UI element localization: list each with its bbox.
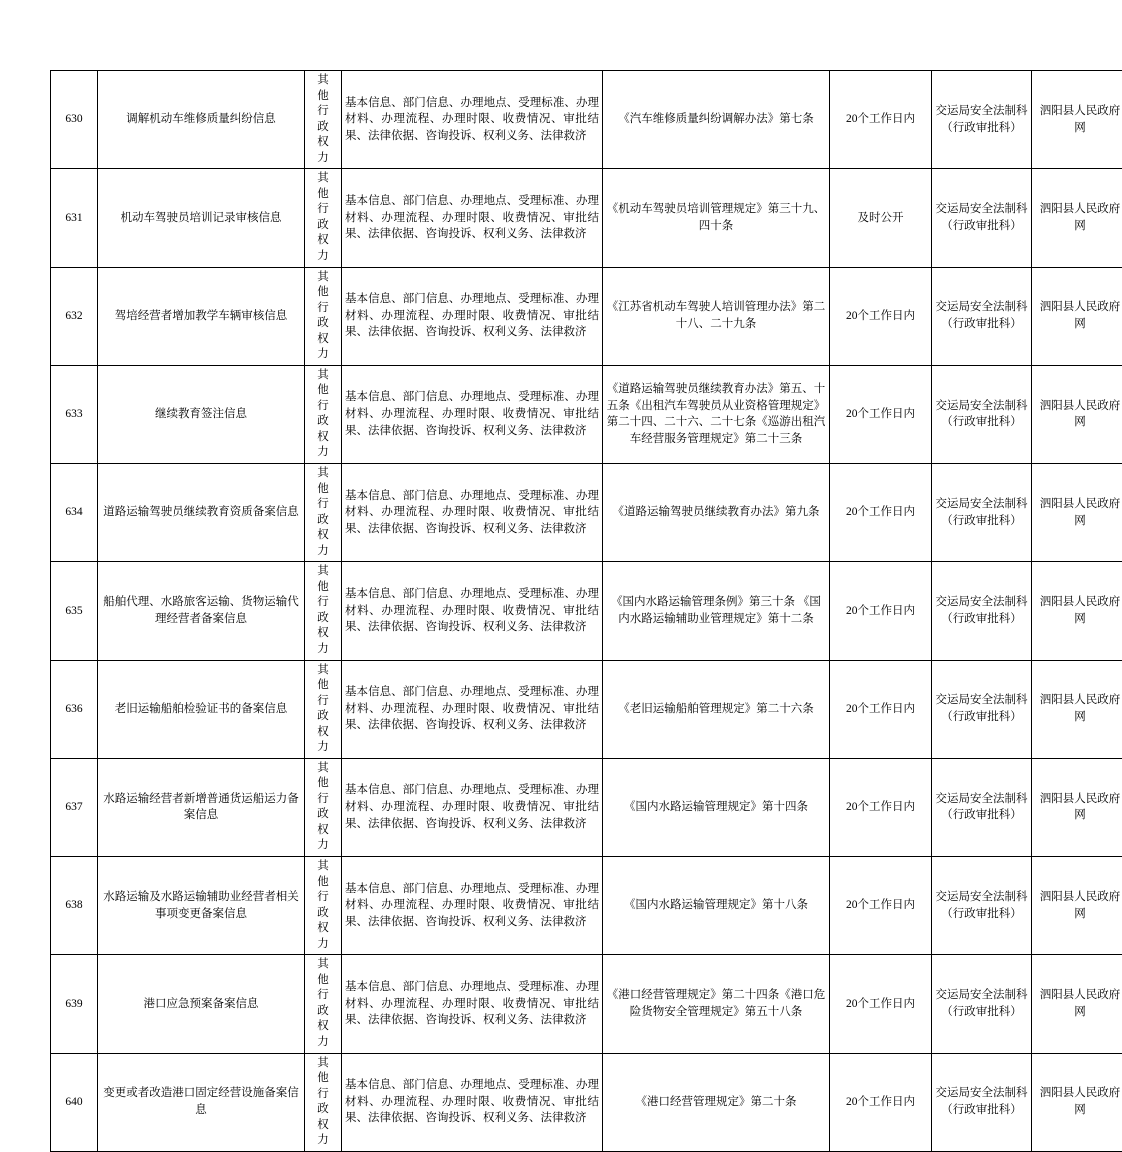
row-disclosure-time: 20个工作日内 — [830, 1053, 932, 1151]
row-item-name: 驾培经营者增加教学车辆审核信息 — [98, 267, 305, 365]
row-disclosure-content — [342, 365, 603, 463]
row-disclosure-content-text: 基本信息、部门信息、办理地点、受理标准、办理材料、办理流程、办理时限、收费情况、审批结果、法律依据、咨询投诉、权利义务、法律救济 — [345, 193, 599, 243]
row-disclosure-content-text: 基本信息、部门信息、办理地点、受理标准、办理材料、办理流程、办理时限、收费情况、审批结果、法律依据、咨询投诉、权利义务、法律救济 — [345, 95, 599, 145]
row-disclosure-content-text: 基本信息、部门信息、办理地点、受理标准、办理材料、办理流程、办理时限、收费情况、审批结果、法律依据、咨询投诉、权利义务、法律救济 — [345, 881, 599, 931]
row-disclosure-channel: 泗阳县人民政府网 — [1032, 660, 1122, 758]
row-responsible-dept: 交运局安全法制科（行政审批科） — [932, 464, 1032, 562]
row-disclosure-content-text: 基本信息、部门信息、办理地点、受理标准、办理材料、办理流程、办理时限、收费情况、审批结果、法律依据、咨询投诉、权利义务、法律救济 — [345, 684, 599, 734]
row-disclosure-channel: 泗阳县人民政府网 — [1032, 365, 1122, 463]
row-disclosure-content-text: 基本信息、部门信息、办理地点、受理标准、办理材料、办理流程、办理时限、收费情况、审批结果、法律依据、咨询投诉、权利义务、法律救济 — [345, 291, 599, 341]
row-legal-basis: 《道路运输驾驶员继续教育办法》第九条 — [603, 464, 830, 562]
row-disclosure-content — [342, 660, 603, 758]
row-legal-basis: 《江苏省机动车驾驶人培训管理办法》第二十八、二十九条 — [603, 267, 830, 365]
row-disclosure-channel: 泗阳县人民政府网 — [1032, 562, 1122, 660]
row-number: 632 — [51, 267, 98, 365]
row-responsible-dept: 交运局安全法制科（行政审批科） — [932, 758, 1032, 856]
row-power-type-text: 其他行政权力 — [316, 761, 330, 854]
row-responsible-dept: 交运局安全法制科（行政审批科） — [932, 857, 1032, 955]
row-disclosure-content — [342, 267, 603, 365]
table-row — [51, 169, 1122, 267]
table-row — [51, 365, 1122, 463]
row-responsible-dept: 交运局安全法制科（行政审批科） — [932, 955, 1032, 1053]
row-responsible-dept: 交运局安全法制科（行政审批科） — [932, 71, 1032, 169]
row-responsible-dept: 交运局安全法制科（行政审批科） — [932, 267, 1032, 365]
row-power-type-text: 其他行政权力 — [316, 73, 330, 166]
row-number: 639 — [51, 955, 98, 1053]
row-disclosure-time: 20个工作日内 — [830, 365, 932, 463]
row-responsible-dept: 交运局安全法制科（行政审批科） — [932, 562, 1032, 660]
row-disclosure-content — [342, 169, 603, 267]
row-disclosure-channel: 泗阳县人民政府网 — [1032, 955, 1122, 1053]
row-disclosure-channel: 泗阳县人民政府网 — [1032, 71, 1122, 169]
row-legal-basis: 《老旧运输船舶管理规定》第二十六条 — [603, 660, 830, 758]
row-disclosure-content-text: 基本信息、部门信息、办理地点、受理标准、办理材料、办理流程、办理时限、收费情况、审批结果、法律依据、咨询投诉、权利义务、法律救济 — [345, 1077, 599, 1127]
row-disclosure-content — [342, 464, 603, 562]
row-responsible-dept: 交运局安全法制科（行政审批科） — [932, 169, 1032, 267]
row-power-type — [305, 562, 342, 660]
row-disclosure-channel: 泗阳县人民政府网 — [1032, 1053, 1122, 1151]
row-disclosure-content — [342, 857, 603, 955]
row-disclosure-channel: 泗阳县人民政府网 — [1032, 758, 1122, 856]
row-item-name: 机动车驾驶员培训记录审核信息 — [98, 169, 305, 267]
row-disclosure-time: 20个工作日内 — [830, 660, 932, 758]
table-row — [51, 464, 1122, 562]
row-power-type-text: 其他行政权力 — [316, 663, 330, 756]
row-item-name: 变更或者改造港口固定经营设施备案信息 — [98, 1053, 305, 1151]
row-legal-basis: 《国内水路运输管理条例》第三十条 《国内水路运输辅助业管理规定》第十二条 — [603, 562, 830, 660]
row-legal-basis: 《机动车驾驶员培训管理规定》第三十九、四十条 — [603, 169, 830, 267]
row-disclosure-content-text: 基本信息、部门信息、办理地点、受理标准、办理材料、办理流程、办理时限、收费情况、审批结果、法律依据、咨询投诉、权利义务、法律救济 — [345, 389, 599, 439]
row-disclosure-channel: 泗阳县人民政府网 — [1032, 169, 1122, 267]
row-legal-basis: 《港口经营管理规定》第二十四条《港口危险货物安全管理规定》第五十八条 — [603, 955, 830, 1053]
row-legal-basis: 《汽车维修质量纠纷调解办法》第七条 — [603, 71, 830, 169]
row-power-type-text: 其他行政权力 — [316, 957, 330, 1050]
row-disclosure-time: 20个工作日内 — [830, 758, 932, 856]
row-number: 630 — [51, 71, 98, 169]
row-power-type — [305, 169, 342, 267]
row-disclosure-content — [342, 955, 603, 1053]
table-row — [51, 1053, 1122, 1151]
row-power-type-text: 其他行政权力 — [316, 270, 330, 363]
row-disclosure-content-text: 基本信息、部门信息、办理地点、受理标准、办理材料、办理流程、办理时限、收费情况、审批结果、法律依据、咨询投诉、权利义务、法律救济 — [345, 586, 599, 636]
row-item-name: 道路运输驾驶员继续教育资质备案信息 — [98, 464, 305, 562]
table-row — [51, 857, 1122, 955]
row-disclosure-content — [342, 758, 603, 856]
row-disclosure-channel: 泗阳县人民政府网 — [1032, 464, 1122, 562]
row-power-type — [305, 758, 342, 856]
table-row — [51, 758, 1122, 856]
row-disclosure-content-text: 基本信息、部门信息、办理地点、受理标准、办理材料、办理流程、办理时限、收费情况、审批结果、法律依据、咨询投诉、权利义务、法律救济 — [345, 979, 599, 1029]
row-disclosure-time: 20个工作日内 — [830, 955, 932, 1053]
row-disclosure-content — [342, 1053, 603, 1151]
row-disclosure-time: 20个工作日内 — [830, 562, 932, 660]
row-number: 638 — [51, 857, 98, 955]
row-legal-basis: 《道路运输驾驶员继续教育办法》第五、十五条《出租汽车驾驶员从业资格管理规定》第二十四、二十六、二十七条《巡游出租汽车经营服务管理规定》第二十三条 — [603, 365, 830, 463]
table-row — [51, 955, 1122, 1053]
row-power-type — [305, 71, 342, 169]
row-disclosure-time: 及时公开 — [830, 169, 932, 267]
row-item-name: 水路运输及水路运输辅助业经营者相关事项变更备案信息 — [98, 857, 305, 955]
row-item-name: 船舶代理、水路旅客运输、货物运输代理经营者备案信息 — [98, 562, 305, 660]
row-power-type — [305, 365, 342, 463]
row-disclosure-content — [342, 71, 603, 169]
row-power-type — [305, 857, 342, 955]
row-power-type-text: 其他行政权力 — [316, 1056, 330, 1149]
row-disclosure-channel: 泗阳县人民政府网 — [1032, 267, 1122, 365]
row-power-type — [305, 267, 342, 365]
row-legal-basis: 《国内水路运输管理规定》第十八条 — [603, 857, 830, 955]
row-power-type — [305, 955, 342, 1053]
row-responsible-dept: 交运局安全法制科（行政审批科） — [932, 365, 1032, 463]
row-power-type-text: 其他行政权力 — [316, 466, 330, 559]
row-power-type-text: 其他行政权力 — [316, 564, 330, 657]
row-number: 637 — [51, 758, 98, 856]
row-item-name: 水路运输经营者新增普通货运船运力备案信息 — [98, 758, 305, 856]
row-legal-basis: 《港口经营管理规定》第二十条 — [603, 1053, 830, 1151]
row-responsible-dept: 交运局安全法制科（行政审批科） — [932, 660, 1032, 758]
row-item-name: 继续教育签注信息 — [98, 365, 305, 463]
row-number: 640 — [51, 1053, 98, 1151]
row-responsible-dept: 交运局安全法制科（行政审批科） — [932, 1053, 1032, 1151]
table-body — [51, 71, 1122, 1152]
row-disclosure-content-text: 基本信息、部门信息、办理地点、受理标准、办理材料、办理流程、办理时限、收费情况、审批结果、法律依据、咨询投诉、权利义务、法律救济 — [345, 488, 599, 538]
row-number: 633 — [51, 365, 98, 463]
row-power-type-text: 其他行政权力 — [316, 368, 330, 461]
table-row — [51, 71, 1122, 169]
table-row — [51, 562, 1122, 660]
row-disclosure-time: 20个工作日内 — [830, 857, 932, 955]
row-item-name: 港口应急预案备案信息 — [98, 955, 305, 1053]
row-power-type-text: 其他行政权力 — [316, 859, 330, 952]
table-row — [51, 660, 1122, 758]
row-number: 635 — [51, 562, 98, 660]
row-legal-basis: 《国内水路运输管理规定》第十四条 — [603, 758, 830, 856]
row-number: 636 — [51, 660, 98, 758]
row-disclosure-content-text: 基本信息、部门信息、办理地点、受理标准、办理材料、办理流程、办理时限、收费情况、审批结果、法律依据、咨询投诉、权利义务、法律救济 — [345, 782, 599, 832]
table-row — [51, 267, 1122, 365]
row-disclosure-content — [342, 562, 603, 660]
row-disclosure-time: 20个工作日内 — [830, 267, 932, 365]
row-power-type-text: 其他行政权力 — [316, 171, 330, 264]
row-power-type — [305, 464, 342, 562]
row-disclosure-time: 20个工作日内 — [830, 71, 932, 169]
row-item-name: 调解机动车维修质量纠纷信息 — [98, 71, 305, 169]
row-number: 634 — [51, 464, 98, 562]
row-disclosure-time: 20个工作日内 — [830, 464, 932, 562]
row-number: 631 — [51, 169, 98, 267]
row-power-type — [305, 660, 342, 758]
row-item-name: 老旧运输船舶检验证书的备案信息 — [98, 660, 305, 758]
row-power-type — [305, 1053, 342, 1151]
row-disclosure-channel: 泗阳县人民政府网 — [1032, 857, 1122, 955]
government-disclosure-table — [50, 70, 1122, 1152]
